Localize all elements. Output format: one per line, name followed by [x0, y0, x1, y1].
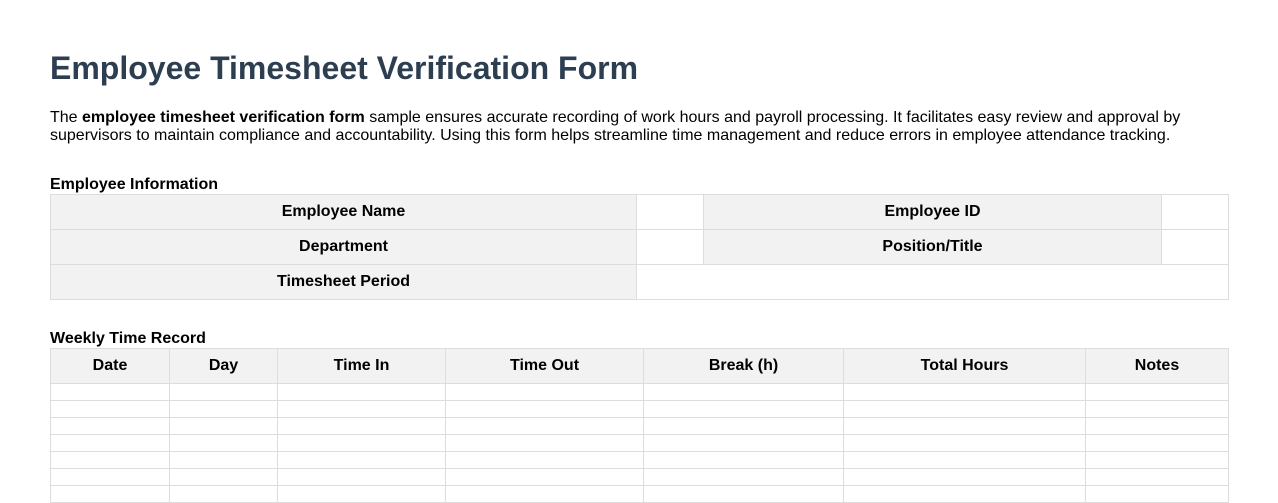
table-cell[interactable]	[1086, 418, 1229, 435]
table-cell[interactable]	[644, 452, 844, 469]
table-row	[51, 265, 1229, 300]
table-cell[interactable]	[170, 452, 278, 469]
table-cell[interactable]	[446, 469, 644, 486]
timesheet-period-label: Timesheet Period	[51, 265, 637, 300]
table-cell[interactable]	[1086, 384, 1229, 401]
intro-paragraph	[50, 109, 1210, 145]
table-cell[interactable]	[644, 418, 844, 435]
intro-suffix: sample ensures accurate recording of work hours and payroll processing. It facilitates easy review and approval by supervisors to maintain compliance and accountability. Using this form helps streamline time management and reduce errors in employee attendance tracking.	[50, 109, 1181, 144]
table-cell[interactable]	[170, 401, 278, 418]
table-cell[interactable]	[51, 452, 170, 469]
table-cell[interactable]	[51, 469, 170, 486]
table-cell[interactable]	[278, 418, 446, 435]
position-label: Position/Title	[704, 230, 1162, 265]
department-field[interactable]	[637, 230, 704, 265]
table-row	[51, 230, 1229, 265]
column-header-break: Break (h)	[644, 349, 844, 384]
table-cell[interactable]	[844, 469, 1086, 486]
table-cell[interactable]	[51, 486, 170, 503]
table-row	[51, 469, 1229, 486]
column-header-notes: Notes	[1086, 349, 1229, 384]
table-cell[interactable]	[446, 384, 644, 401]
table-cell[interactable]	[1086, 401, 1229, 418]
table-header-row	[51, 349, 1229, 384]
table-cell[interactable]	[446, 486, 644, 503]
table-cell[interactable]	[644, 401, 844, 418]
table-cell[interactable]	[1086, 486, 1229, 503]
table-cell[interactable]	[278, 384, 446, 401]
position-field[interactable]	[1162, 230, 1229, 265]
table-cell[interactable]	[51, 418, 170, 435]
intro-prefix: The	[50, 109, 83, 126]
table-row	[51, 452, 1229, 469]
table-cell[interactable]	[1086, 469, 1229, 486]
table-row	[51, 195, 1229, 230]
table-cell[interactable]	[278, 452, 446, 469]
table-cell[interactable]	[170, 486, 278, 503]
table-cell[interactable]	[644, 435, 844, 452]
employee-id-field[interactable]	[1162, 195, 1229, 230]
table-cell[interactable]	[51, 384, 170, 401]
table-cell[interactable]	[51, 435, 170, 452]
employee-info-table	[50, 194, 1229, 300]
table-cell[interactable]	[51, 401, 170, 418]
table-row	[51, 418, 1229, 435]
table-cell[interactable]	[170, 384, 278, 401]
table-cell[interactable]	[644, 486, 844, 503]
table-cell[interactable]	[446, 435, 644, 452]
column-header-time-out: Time Out	[446, 349, 644, 384]
employee-name-field[interactable]	[637, 195, 704, 230]
department-label: Department	[51, 230, 637, 265]
table-row	[51, 435, 1229, 452]
table-row	[51, 401, 1229, 418]
table-cell[interactable]	[170, 418, 278, 435]
page-title: Employee Timesheet Verification Form	[50, 50, 639, 86]
employee-id-label: Employee ID	[704, 195, 1162, 230]
table-cell[interactable]	[446, 452, 644, 469]
column-header-total-hours: Total Hours	[844, 349, 1086, 384]
table-row	[51, 384, 1229, 401]
table-cell[interactable]	[644, 384, 844, 401]
table-cell[interactable]	[844, 418, 1086, 435]
timesheet-period-field[interactable]	[637, 265, 1229, 300]
table-cell[interactable]	[844, 452, 1086, 469]
column-header-time-in: Time In	[278, 349, 446, 384]
table-cell[interactable]	[1086, 452, 1229, 469]
column-header-day: Day	[170, 349, 278, 384]
intro-bold: employee timesheet verification form	[82, 109, 365, 126]
table-cell[interactable]	[844, 384, 1086, 401]
table-cell[interactable]	[170, 469, 278, 486]
table-cell[interactable]	[278, 486, 446, 503]
employee-info-heading: Employee Information	[50, 176, 219, 193]
column-header-date: Date	[51, 349, 170, 384]
table-cell[interactable]	[844, 486, 1086, 503]
table-cell[interactable]	[278, 435, 446, 452]
table-cell[interactable]	[446, 401, 644, 418]
table-row	[51, 486, 1229, 503]
table-cell[interactable]	[1086, 435, 1229, 452]
weekly-time-record-table	[50, 348, 1229, 503]
table-cell[interactable]	[278, 401, 446, 418]
employee-name-label: Employee Name	[51, 195, 637, 230]
table-cell[interactable]	[644, 469, 844, 486]
weekly-time-record-heading: Weekly Time Record	[50, 330, 206, 347]
table-cell[interactable]	[278, 469, 446, 486]
table-cell[interactable]	[844, 435, 1086, 452]
table-cell[interactable]	[170, 435, 278, 452]
table-cell[interactable]	[844, 401, 1086, 418]
table-cell[interactable]	[446, 418, 644, 435]
